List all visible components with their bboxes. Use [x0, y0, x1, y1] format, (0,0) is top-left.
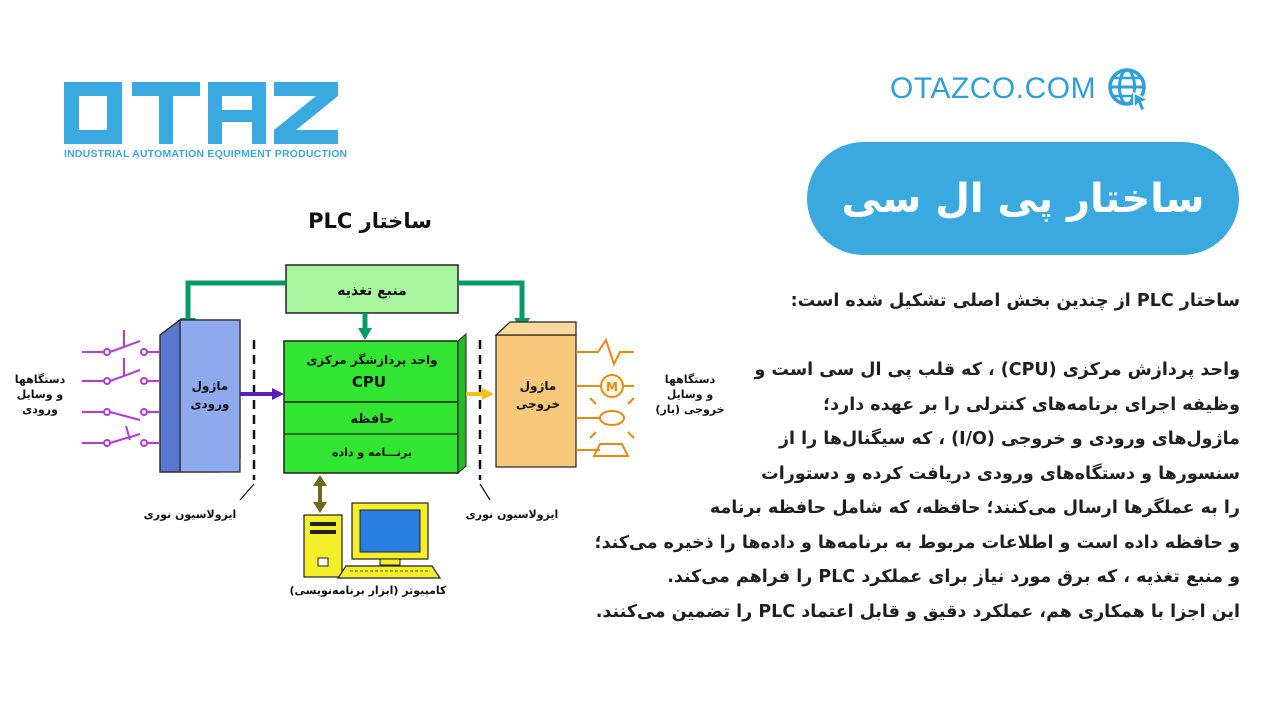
output-devices-label-1: دستگاهها [664, 373, 716, 386]
body-line: سنسورها و دستگاه‌های ورودی دریافت کرده و دستورات [761, 463, 1240, 484]
isolation-pointer-right [480, 484, 490, 500]
diagram-title: ساختار PLC [308, 209, 432, 233]
logo-wordmark [64, 82, 338, 144]
input-module-box [160, 320, 240, 472]
motor-symbol-letter: M [606, 380, 618, 394]
output-devices-label-2: و وسایل [666, 388, 714, 401]
body-gap [560, 319, 1240, 354]
output-devices-label-3: خروجی (بار) [655, 403, 725, 416]
cpu-computer-arrow-down [313, 502, 327, 513]
website-link[interactable] [890, 66, 1152, 112]
cpu-label-line1: واحد پردازشگر مرکزی [306, 353, 438, 367]
body-line: و منبع تغذیه ، که برق مورد نیاز برای عملکرد PLC را فراهم می‌کند. [667, 567, 1240, 587]
body-line: ماژول‌های ورودی و خروجی (I/O) ، که سیگنال‌ها را از [778, 429, 1240, 449]
otaz-logo [64, 82, 348, 160]
computer-icon [304, 503, 440, 578]
page-title: ساختار پی ال سی [841, 175, 1205, 222]
body-line: واحد پردازش مرکزی (CPU) ، که قلب پی ال سی است و [754, 360, 1240, 380]
body-line: را به عملگرها ارسال می‌کنند؛ حافظه، که شامل حافظه برنامه [709, 498, 1240, 518]
program-data-label: برنـــامه و داده [331, 446, 413, 459]
cpu-computer-arrow-up [313, 475, 327, 486]
arrow-head-center [358, 328, 372, 340]
computer-label: کامپیوتر (ابزار برنامه‌نویسی) [289, 584, 447, 597]
input-signal-arrow-head [272, 388, 284, 400]
input-module-label-2: ورودی [190, 397, 230, 411]
output-signal-arrow-head [482, 388, 494, 400]
input-devices-label-2: و وسایل [16, 388, 64, 401]
power-supply-label: منبع تغذیه [337, 283, 407, 299]
body-line: وظیفه اجرای برنامه‌های کنترلی را بر عهده دارد؛ [823, 394, 1240, 415]
input-switches [82, 330, 160, 446]
output-module-label-2: خروجی [515, 397, 561, 411]
isolation-pointer-left [240, 484, 254, 500]
body-line: و حافظه داده است و اطلاعات مربوط به برنامه‌ها و داده‌ها را ذخیره می‌کند؛ [594, 532, 1240, 553]
output-module-label-1: ماژول [519, 379, 557, 393]
title-banner [807, 142, 1239, 255]
isolation-label-right: ایزولاسیون نوری [465, 508, 559, 521]
output-module-box [496, 322, 576, 467]
input-module-label-1: ماژول [191, 379, 229, 393]
logo-tagline: INDUSTRIAL AUTOMATION EQUIPMENT PRODUCTION [64, 148, 348, 160]
globe-cursor-icon [1106, 66, 1152, 112]
cpu-label-line2: CPU [351, 373, 387, 391]
memory-label: حافظه [350, 412, 394, 427]
input-devices-label-3: ورودی [22, 403, 58, 416]
input-devices-label-1: دستگاهها [14, 373, 66, 386]
body-line: ساختار PLC از چندین بخش اصلی تشکیل شده است: [790, 291, 1240, 311]
isolation-label-left: ایزولاسیون نوری [143, 508, 237, 521]
website-text[interactable]: OTAZCO.COM [890, 72, 1097, 105]
body-line: این اجزا با همکاری هم، عملکرد دقیق و قابل اعتماد PLC را تضمین می‌کنند. [595, 601, 1240, 622]
description-text [560, 284, 1240, 629]
plc-structure-diagram [0, 195, 725, 605]
